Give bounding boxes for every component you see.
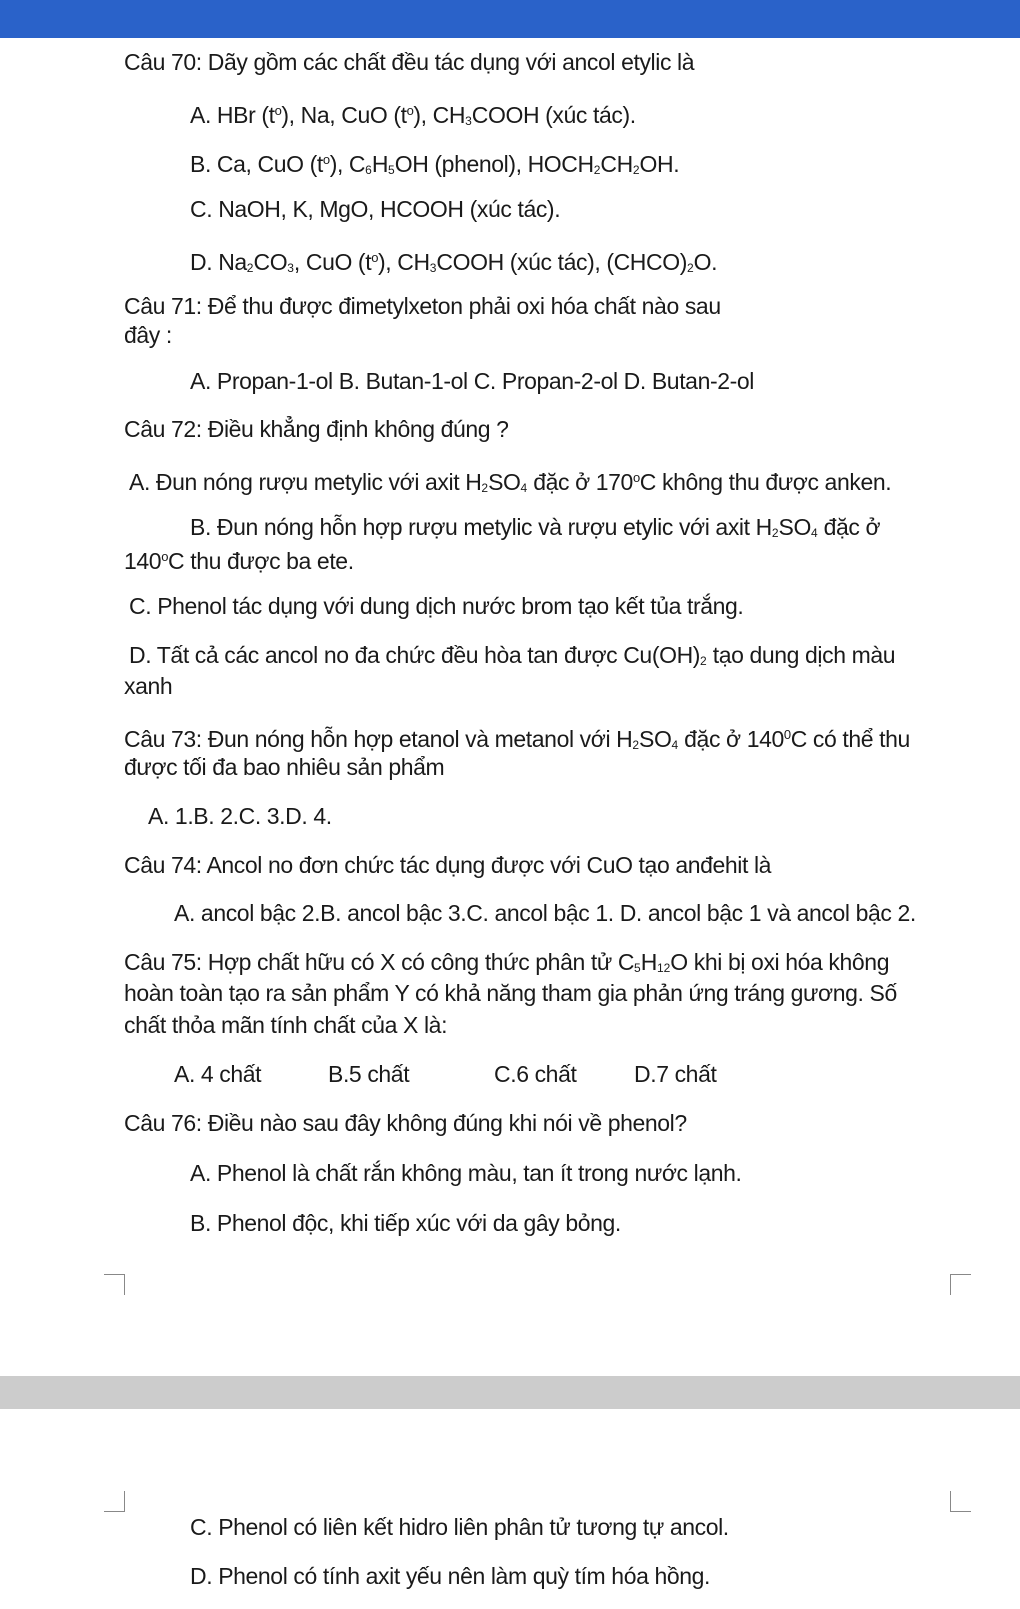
q75-option-c: C.6 chất: [494, 1061, 577, 1087]
q70-option-a: A. HBr $(t^o)$, Na, CuO $(t^o)$, $CH_3COOH$ (xúc tác).: [190, 102, 636, 128]
q72-title: Câu 72: Điều khẳng định không đúng ?: [124, 416, 509, 442]
q73-options: A. 1.B. 2.C. 3.D. 4.: [148, 803, 332, 829]
q76-option-a: A. Phenol là chất rắn không màu, tan ít trong nước lạnh.: [190, 1160, 742, 1186]
q75-title-line3: chất thỏa mãn tính chất của X là:: [124, 1012, 448, 1038]
q70-option-c: C. NaOH, K, MgO, HCOOH (xúc tác).: [190, 196, 561, 222]
q70-option-b: B. Ca, CuO $(t^o)$, $C_6H_5OH$ (phenol), $HOCH_2CH_2OH$.: [190, 151, 680, 177]
q72-option-a: A. Đun nóng rượu metylic với axit $H_2SO_4$ đặc ở 170$^o$C không thu được anken.: [129, 469, 892, 495]
q72-option-c: C. Phenol tác dụng với dung dịch nước brom tạo kết tủa trắng.: [129, 593, 744, 619]
q75-option-d: D.7 chất: [634, 1061, 717, 1087]
page-corner-mark: [950, 1491, 971, 1512]
q71-title-line1: Câu 71: Để thu được đimetylxeton phải oxi hóa chất nào sau: [124, 293, 721, 319]
page-corner-mark: [104, 1274, 125, 1295]
q74-options: A. ancol bậc 2.B. ancol bậc 3.C. ancol bậc 1. D. ancol bậc 1 và ancol bậc 2.: [174, 900, 916, 926]
q75-title-line2: hoàn toàn tạo ra sản phẩm Y có khả năng tham gia phản ứng tráng gương. Số: [124, 980, 897, 1006]
q73-title-line1: Câu 73: Đun nóng hỗn hợp etanol và metanol với $H_2SO_4$ đặc ở $140^0C$ có thể thu: [124, 726, 910, 752]
page-corner-mark: [950, 1274, 971, 1295]
q70-title: Câu 70: Dãy gồm các chất đều tác dụng với ancol etylic là: [124, 49, 695, 75]
q76-option-c: C. Phenol có liên kết hidro liên phân tử tương tự ancol.: [190, 1514, 729, 1540]
q76-option-b: B. Phenol độc, khi tiếp xúc với da gây bỏng.: [190, 1210, 621, 1236]
q72-option-d-line2: xanh: [124, 673, 173, 699]
page-break-gap: [0, 1376, 1020, 1409]
q75-option-b: B.5 chất: [328, 1061, 410, 1087]
q70-option-d: D. $Na_2CO_3$, CuO $(t^o)$, $CH_3COOH$ (xúc tác), $(CHCO)_2O$.: [190, 249, 718, 275]
page-corner-mark: [104, 1491, 125, 1512]
q76-title: Câu 76: Điều nào sau đây không đúng khi nói về phenol?: [124, 1110, 687, 1136]
q72-option-b-line2: 140$^o$C thu được ba ete.: [124, 548, 354, 574]
q72-option-b-line1: B. Đun nóng hỗn hợp rượu metylic và rượu etylic với axit $H_2SO_4$ đặc ở: [190, 514, 881, 540]
q72-option-d-line1: D. Tất cả các ancol no đa chức đều hòa tan được $Cu(OH)_2$ tạo dung dịch màu: [129, 642, 896, 668]
q73-title-line2: được tối đa bao nhiêu sản phẩm: [124, 754, 445, 780]
q75-option-a: A. 4 chất: [174, 1061, 262, 1087]
top-app-bar: [0, 0, 1020, 38]
q71-options: A. Propan-1-ol B. Butan-1-ol C. Propan-2-ol D. Butan-2-ol: [190, 368, 754, 394]
q75-options: [0, 1059, 1020, 1089]
q75-title-line1: Câu 75: Hợp chất hữu có X có công thức phân tử $C_5H_{12}O$ khi bị oxi hóa không: [124, 949, 890, 975]
q74-title: Câu 74: Ancol no đơn chức tác dụng được với CuO tạo anđehit là: [124, 852, 772, 878]
q71-title-line2: đây :: [124, 322, 172, 348]
q76-option-d: D. Phenol có tính axit yếu nên làm quỳ tím hóa hồng.: [190, 1563, 711, 1589]
